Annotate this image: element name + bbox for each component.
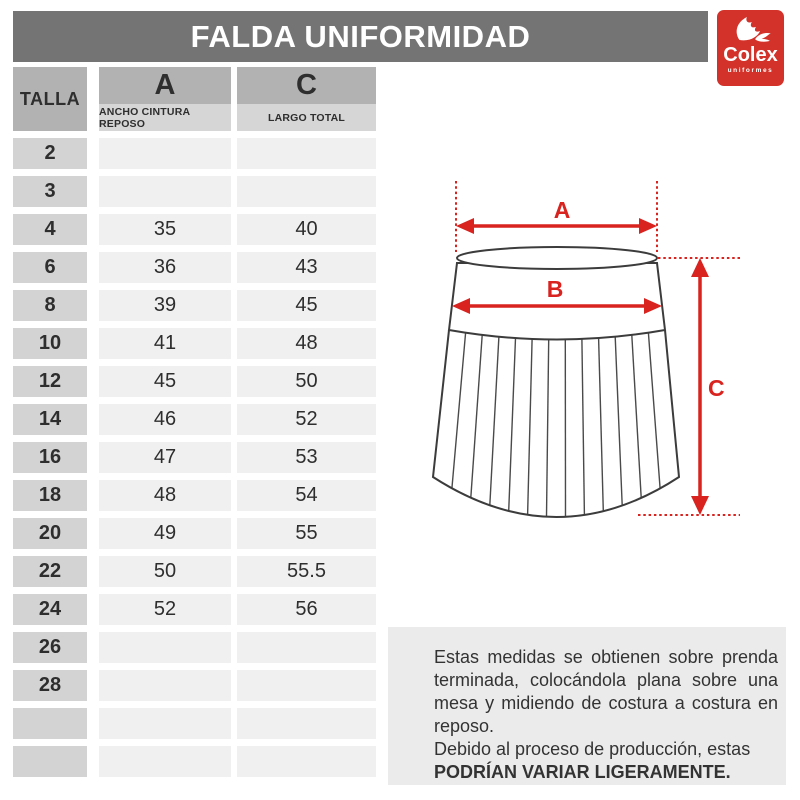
cell-talla (13, 708, 87, 739)
cell-c-value: 40 (237, 214, 376, 245)
label-b: B (546, 276, 564, 302)
cell-a-value (99, 670, 231, 701)
table-row (13, 632, 376, 663)
logo-brand-text: Colex (723, 44, 778, 66)
table-row (13, 404, 376, 435)
header-column-a (99, 67, 231, 131)
cell-c-value: 55.5 (237, 556, 376, 587)
cell-talla: 10 (13, 328, 87, 359)
cell-talla: 24 (13, 594, 87, 625)
cell-c-value: 52 (237, 404, 376, 435)
title-bar (13, 11, 708, 62)
cell-c-value (237, 632, 376, 663)
table-row (13, 594, 376, 625)
label-a: A (553, 197, 571, 223)
header-talla: TALLA (13, 67, 87, 131)
colex-bird-icon (728, 15, 774, 47)
cell-c-value: 55 (237, 518, 376, 549)
cell-talla (13, 746, 87, 777)
size-table-header (13, 67, 376, 131)
cell-a-value (99, 138, 231, 169)
table-row (13, 518, 376, 549)
measurement-note (388, 627, 786, 785)
cell-a-value (99, 746, 231, 777)
cell-talla: 8 (13, 290, 87, 321)
cell-c-value (237, 138, 376, 169)
table-row (13, 366, 376, 397)
cell-talla: 2 (13, 138, 87, 169)
header-subtitle-c: LARGO TOTAL (237, 104, 376, 131)
cell-a-value: 49 (99, 518, 231, 549)
cell-c-value: 48 (237, 328, 376, 359)
cell-a-value: 35 (99, 214, 231, 245)
table-row (13, 708, 376, 739)
skirt-measurement-diagram (420, 170, 750, 530)
table-row (13, 480, 376, 511)
table-row (13, 670, 376, 701)
cell-c-value: 54 (237, 480, 376, 511)
note-paragraph-2-bold: PODRÍAN VARIAR LIGERAMENTE. (434, 762, 731, 782)
cell-a-value: 52 (99, 594, 231, 625)
cell-talla: 22 (13, 556, 87, 587)
cell-talla: 12 (13, 366, 87, 397)
table-row (13, 556, 376, 587)
cell-c-value: 56 (237, 594, 376, 625)
cell-a-value: 45 (99, 366, 231, 397)
table-row (13, 138, 376, 169)
header-letter-c: C (237, 67, 376, 104)
cell-talla: 3 (13, 176, 87, 207)
label-c: C (708, 375, 725, 401)
header-subtitle-a: ANCHO CINTURA REPOSO (99, 104, 231, 131)
table-row (13, 214, 376, 245)
table-row (13, 176, 376, 207)
cell-c-value (237, 746, 376, 777)
table-row (13, 290, 376, 321)
cell-a-value: 47 (99, 442, 231, 473)
dimension-a-arrow (456, 197, 657, 234)
header-column-c (237, 67, 376, 131)
cell-a-value: 36 (99, 252, 231, 283)
colex-logo (717, 10, 784, 86)
cell-talla: 18 (13, 480, 87, 511)
cell-c-value (237, 708, 376, 739)
cell-a-value: 39 (99, 290, 231, 321)
cell-a-value (99, 176, 231, 207)
cell-c-value (237, 670, 376, 701)
note-paragraph-1: Estas medidas se obtienen sobre prenda terminada, colocándola plana sobre una mesa y midiendo de costura a costura en reposo. (434, 647, 778, 736)
cell-talla: 4 (13, 214, 87, 245)
cell-talla: 28 (13, 670, 87, 701)
logo-tagline-text: uniformes (727, 67, 774, 74)
table-row (13, 442, 376, 473)
cell-a-value: 46 (99, 404, 231, 435)
cell-talla: 26 (13, 632, 87, 663)
dimension-c-arrow (691, 258, 725, 515)
cell-a-value: 41 (99, 328, 231, 359)
cell-c-value (237, 176, 376, 207)
cell-c-value: 50 (237, 366, 376, 397)
table-row (13, 252, 376, 283)
table-row (13, 746, 376, 777)
cell-c-value: 53 (237, 442, 376, 473)
cell-a-value: 50 (99, 556, 231, 587)
header-letter-a: A (99, 67, 231, 104)
note-paragraph-2 (434, 738, 778, 784)
page-title: FALDA UNIFORMIDAD (190, 18, 531, 54)
cell-a-value (99, 632, 231, 663)
table-row (13, 328, 376, 359)
cell-c-value: 45 (237, 290, 376, 321)
cell-talla: 14 (13, 404, 87, 435)
note-paragraph-2-start: Debido al proceso de producción, estas (434, 739, 751, 759)
cell-c-value: 43 (237, 252, 376, 283)
cell-talla: 6 (13, 252, 87, 283)
cell-a-value: 48 (99, 480, 231, 511)
cell-a-value (99, 708, 231, 739)
cell-talla: 16 (13, 442, 87, 473)
size-table-body (13, 138, 376, 784)
cell-talla: 20 (13, 518, 87, 549)
